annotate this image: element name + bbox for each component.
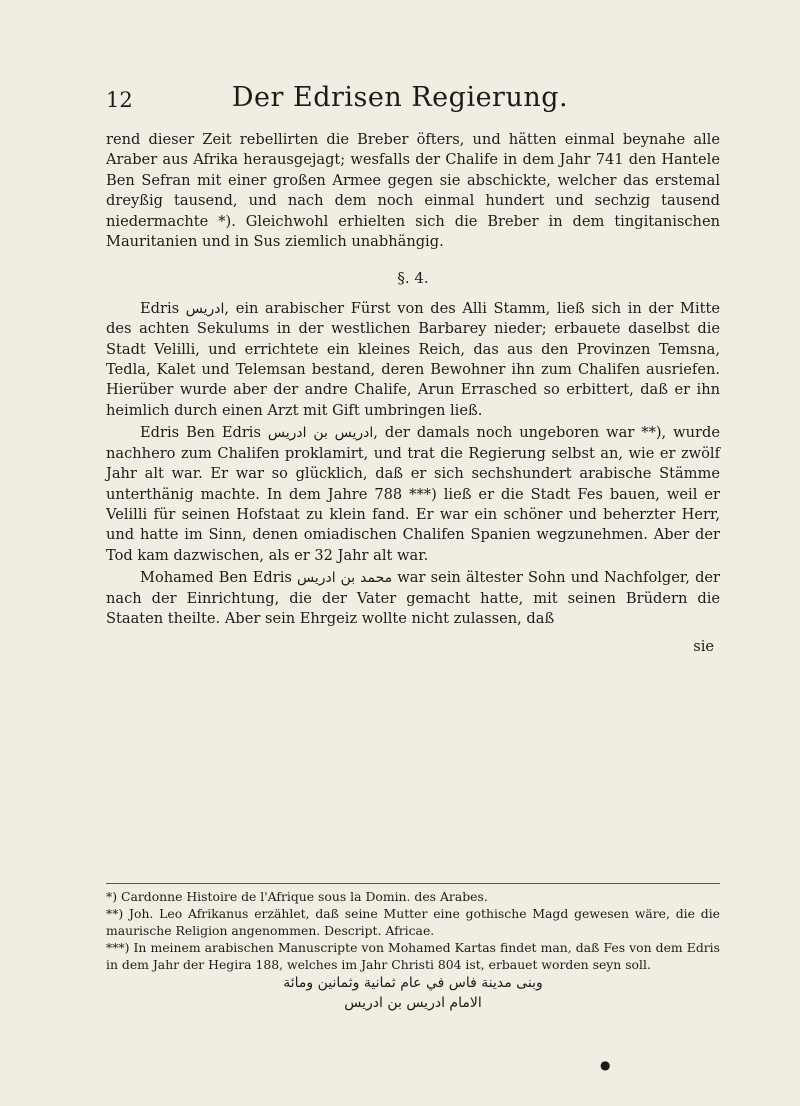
paragraph-2 [106,299,720,421]
main-text [106,130,720,658]
paragraph-4-arabic: محمد بن ادريس [297,570,393,587]
footnote-3: ***) In meinem arabischen Manuscripte von Mohamed Kartas findet man, daß Fes von dem Edris in dem Jahr der Hegira 188, welches im Jahr Christi 804 ist, erbauet worden seyn soll. [106,940,720,972]
catchword: sie [693,638,714,656]
page-number: 12 [106,88,133,112]
footnotes [106,888,720,1013]
paragraph-3-arabic: ادريس بن ادريس [267,425,374,442]
footnote-2: **) Joh. Leo Afrikanus erzählet, daß seine Mutter eine gothische Magd gewesen wäre, die die maurische Religion angenommen. Descript. Africae. [106,906,720,938]
paragraph-3-text: , der damals noch ungeboren war **), wurde nachhero zum Chalifen proklamirt, und trat die Regierung selbst an, wie er zwölf Jahr alt war. Er war so glücklich, daß er sich sechshundert arabische Stämme unterthänig machte. In dem Jahre 788 ***) ließ er die Stadt Fes bauen, weil er Velilli für seinen Hofstaat zu klein fand. Er war ein schöner und beherzter Herr, und hatte im Sinn, denen omiadischen Chalifen Spanien wegzunehmen. Aber der Tod kam dazwischen, als er 32 Jahr alt war. [106,424,721,564]
paragraph-3 [106,423,720,566]
footnote-arabic-line-2: الامام ادريس بن ادريس [344,995,482,1011]
paragraph-4-text: war sein ältester Sohn und Nachfolger, der nach der Einrichtung, die der Vater gemacht hatte, mit seinen Brüdern die Staaten theilte. Aber sein Ehrgeiz wollte nicht zulassen, daß [106,569,721,627]
paragraph-2-text: , ein arabischer Fürst von des Alli Stamm, ließ sich in der Mitte des achten Sekulums in der westlichen Barbarey nieder; erbauete daselbst die Stadt Velilli, und errichtete ein kleines Reich, das aus den Provinzen Temsna, Tedla, Kalet und Telemsan bestand, deren Bewohner ihn zum Chalifen ausriefen. Hierüber wurde aber der andre Chalife, Arun Errasched so erbittert, daß er ihn heimlich durch einen Arzt mit Gift umbringen ließ. [106,299,720,419]
running-title: Der Edrisen Regierung. [231,82,569,113]
paragraph-3-name: Edris Ben Edris [140,424,261,442]
paragraph-2-name: Edris [140,299,180,317]
paragraph-4 [106,568,720,629]
page-header [0,78,800,118]
ink-dot: ● [600,1058,611,1072]
paragraph-4-name: Mohamed Ben Edris [140,569,292,587]
paragraph-2-arabic: ادريس [185,300,225,317]
footnote-1: *) Cardonne Histoire de l'Afrique sous la Domin. des Arabes. [106,889,488,904]
footnote-divider [106,883,720,884]
paragraph-1: rend dieser Zeit rebellirten die Breber öfters, und hätten einmal beynahe alle Araber aus Afrika herausgejagt; wesfalls der Chalife in dem Jahr 741 den Hantele Ben Sefran mit einer großen Armee gegen sie abschickte, welcher das erstemal dreyßig tausend, und nach dem noch einmal hundert und sechzig tausend niedermachte *). Gleichwohl erhielten sich die Breber in dem tingitanischen Mauritanien und in Sus ziemlich unabhängig. [106,131,720,251]
section-heading: §. 4. [397,269,429,288]
footnote-arabic-line-1: وبنى مدينة فاس في عام ثمانية وثمانين ومائة [283,975,543,991]
